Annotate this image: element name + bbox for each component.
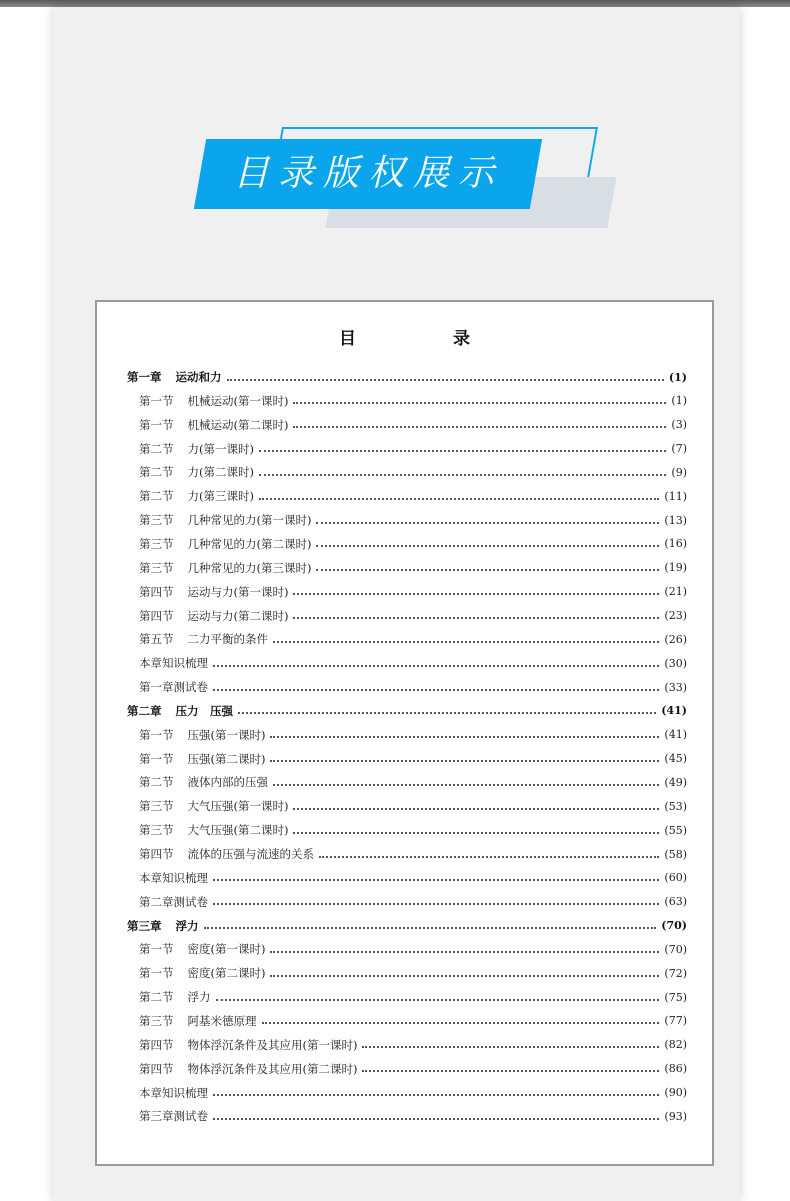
toc-entry-title: 大气压强(第二课时): [187, 823, 289, 838]
toc-page-number: (23): [664, 609, 687, 622]
toc-entry-row: [139, 1082, 687, 1104]
toc-entry-title: 压强(第二课时): [187, 751, 266, 766]
banner-title: 目录版权展示: [232, 153, 503, 194]
toc-page-number: (82): [664, 1038, 687, 1052]
toc-entry-title: 液体内部的压强: [187, 775, 268, 790]
toc-entry-number: 第五节: [139, 632, 174, 647]
toc-entry-row: [139, 605, 687, 627]
toc-entry-number: 第二章: [127, 703, 162, 718]
toc-leader-dots: [259, 473, 666, 476]
toc-page-number: (72): [664, 966, 687, 980]
toc-page-number: (45): [664, 752, 687, 766]
toc-entry-number: 第四节: [139, 1037, 174, 1052]
toc-entry-title: 本章知识梳理: [139, 870, 208, 885]
toc-leader-dots: [362, 1069, 659, 1072]
toc-entry-title: 二力平衡的条件: [187, 632, 268, 647]
toc-page-number: (19): [664, 561, 687, 575]
toc-leader-dots: [270, 950, 659, 953]
toc-entry-number: 第三节: [139, 799, 174, 814]
toc-page-number: (41): [664, 728, 687, 742]
toc-entry-row: [139, 986, 687, 1008]
toc-page-number: (1): [671, 394, 687, 408]
toc-page-number: (77): [664, 1014, 687, 1028]
toc-entry-number: 第一节: [139, 942, 174, 957]
toc-page-number: (41): [661, 704, 687, 718]
toc-leader-dots: [204, 926, 657, 929]
toc-entry-title: 第三章测试卷: [139, 1109, 208, 1124]
toc-page-number: (90): [664, 1086, 687, 1099]
toc-entry-number: 第二节: [139, 465, 174, 480]
toc-entry-number: 第三节: [139, 560, 174, 575]
toc-leader-dots: [293, 592, 659, 595]
toc-page-number: (70): [661, 919, 687, 933]
toc-entry-title: 浮力: [175, 918, 199, 933]
toc-entry-title: 本章知识梳理: [139, 656, 208, 671]
toc-entry-title: 密度(第一课时): [187, 942, 266, 957]
section-banner: [0, 0, 790, 260]
toc-entry-row: [139, 414, 687, 436]
toc-entry-row: [139, 867, 687, 889]
toc-entry-title: 力(第二课时): [187, 465, 254, 480]
toc-entry-title: 机械运动(第二课时): [187, 417, 289, 432]
toc-entry-number: 第二节: [139, 441, 174, 456]
toc-entry-number: 第四节: [139, 608, 174, 623]
toc-entry-number: 第三节: [139, 1013, 174, 1028]
toc-leader-dots: [213, 664, 659, 667]
toc-entry-row: [139, 938, 687, 960]
toc-entry-title: 第二章测试卷: [139, 894, 208, 909]
toc-page-number: (53): [664, 799, 687, 813]
toc-leader-dots: [213, 902, 659, 905]
toc-entry-row: [139, 795, 687, 817]
toc-leader-dots: [213, 688, 659, 691]
toc-page-number: (7): [671, 442, 687, 456]
toc-entry-number: 第二节: [139, 990, 174, 1005]
toc-entry-title: 运动和力: [175, 370, 222, 384]
toc-entry-row: [139, 962, 687, 984]
toc-page-number: (33): [664, 680, 687, 694]
toc-leader-dots: [316, 544, 659, 547]
toc-entry-row: [139, 1034, 687, 1056]
toc-leader-dots: [216, 998, 660, 1001]
toc-entry-title: 机械运动(第一课时): [187, 393, 289, 408]
toc-chapter-row: [127, 700, 687, 722]
toc-leader-dots: [270, 974, 659, 977]
toc-entry-number: 第二节: [139, 489, 174, 504]
toc-entry-title: 几种常见的力(第三课时): [187, 560, 312, 575]
toc-entry-row: [139, 1010, 687, 1032]
toc-entry-number: 第一节: [139, 393, 174, 408]
toc-entry-row: [139, 843, 687, 865]
toc-page-number: (55): [664, 823, 687, 837]
toc-entry-row: [139, 724, 687, 746]
toc-entry-title: 大气压强(第一课时): [187, 799, 289, 814]
toc-title: 目 录: [339, 329, 510, 349]
toc-entry-title: 浮力: [187, 990, 211, 1005]
toc-entry-number: 第二节: [139, 775, 174, 790]
toc-entry-title: 几种常见的力(第二课时): [187, 536, 312, 551]
toc-entry-row: [139, 1058, 687, 1080]
toc-chapter-row: [127, 366, 687, 388]
toc-entry-row: [139, 1105, 687, 1127]
toc-entry-row: [139, 581, 687, 603]
toc-page: [95, 300, 714, 1166]
toc-leader-dots: [213, 1093, 659, 1096]
toc-leader-dots: [273, 783, 659, 786]
toc-entry-row: [139, 628, 687, 650]
toc-entry-row: [139, 652, 687, 674]
toc-leader-dots: [259, 449, 666, 452]
toc-leader-dots: [293, 616, 659, 619]
toc-page-number: (13): [664, 513, 687, 527]
toc-leader-dots: [316, 521, 659, 524]
toc-entry-title: 力(第三课时): [187, 489, 254, 504]
toc-entry-title: 物体浮沉条件及其应用(第二课时): [187, 1061, 358, 1076]
toc-entry-row: [139, 557, 687, 579]
toc-entry-number: 第三节: [139, 823, 174, 838]
toc-entry-row: [139, 676, 687, 698]
toc-page-number: (75): [664, 990, 687, 1004]
toc-page-number: (58): [664, 847, 687, 861]
toc-leader-dots: [293, 425, 666, 428]
toc-leader-dots: [293, 831, 659, 834]
toc-entry-number: 第一节: [139, 417, 174, 432]
toc-leader-dots: [293, 807, 659, 810]
toc-leader-dots: [213, 1117, 659, 1120]
toc-page-number: (60): [664, 871, 687, 885]
toc-page-number: (93): [664, 1109, 687, 1123]
toc-entry-title: 力(第一课时): [187, 441, 254, 456]
toc-entry-row: [139, 771, 687, 793]
toc-page-number: (30): [664, 656, 687, 670]
toc-leader-dots: [270, 759, 659, 762]
toc-entry-row: [139, 485, 687, 507]
toc-page-number: (70): [664, 942, 687, 956]
toc-entry-row: [139, 891, 687, 913]
toc-entry-title: 运动与力(第一课时): [187, 584, 289, 599]
toc-entry-row: [139, 748, 687, 770]
toc-page-number: (26): [664, 632, 687, 646]
toc-entry-title: 运动与力(第二课时): [187, 608, 289, 623]
toc-entry-row: [139, 461, 687, 483]
toc-page-number: (16): [664, 537, 687, 551]
toc-entry-title: 压力 压强: [175, 703, 233, 718]
toc-entry-number: 第一节: [139, 727, 174, 742]
toc-leader-dots: [262, 1021, 660, 1024]
toc-entry-row: [139, 509, 687, 531]
toc-leader-dots: [273, 640, 659, 643]
toc-entry-number: 第三节: [139, 513, 174, 528]
toc-entry-title: 几种常见的力(第一课时): [187, 513, 312, 528]
toc-entry-number: 第三节: [139, 536, 174, 551]
toc-entry-title: 本章知识梳理: [139, 1085, 208, 1100]
toc-page-number: (3): [671, 418, 687, 432]
toc-page-number: (49): [664, 775, 687, 789]
toc-entry-number: 第一章: [127, 370, 162, 384]
toc-page-number: (11): [664, 489, 687, 503]
toc-entry-row: [139, 390, 687, 412]
toc-entry-row: [139, 533, 687, 555]
toc-leader-dots: [238, 711, 656, 714]
toc-entry-title: 密度(第二课时): [187, 966, 266, 981]
toc-entry-row: [139, 438, 687, 460]
toc-entry-title: 第一章测试卷: [139, 680, 208, 695]
toc-leader-dots: [227, 378, 664, 381]
toc-page-number: (9): [671, 465, 687, 479]
toc-entry-number: 第一节: [139, 966, 174, 981]
toc-leader-dots: [319, 855, 659, 858]
toc-entry-title: 流体的压强与流速的关系: [187, 847, 314, 861]
toc-page-number: (21): [664, 585, 687, 599]
toc-leader-dots: [293, 401, 666, 404]
toc-entry-row: [139, 819, 687, 841]
toc-entry-number: 第三章: [127, 918, 162, 933]
toc-leader-dots: [270, 735, 659, 738]
toc-page-number: (86): [664, 1062, 687, 1076]
toc-leader-dots: [362, 1045, 659, 1048]
toc-page-number: (1): [668, 370, 687, 384]
toc-entry-number: 第四节: [139, 584, 174, 599]
toc-entry-title: 物体浮沉条件及其应用(第一课时): [187, 1037, 358, 1052]
toc-entry-title: 压强(第一课时): [187, 727, 266, 742]
toc-leader-dots: [316, 568, 659, 571]
toc-leader-dots: [213, 878, 659, 881]
toc-entry-title: 阿基米德原理: [187, 1013, 257, 1028]
toc-entry-number: 第四节: [139, 847, 174, 861]
toc-entry-number: 第四节: [139, 1061, 174, 1076]
toc-chapter-row: [127, 915, 687, 937]
toc-leader-dots: [259, 497, 659, 500]
toc-entry-number: 第一节: [139, 751, 174, 766]
toc-page-number: (63): [664, 895, 687, 909]
